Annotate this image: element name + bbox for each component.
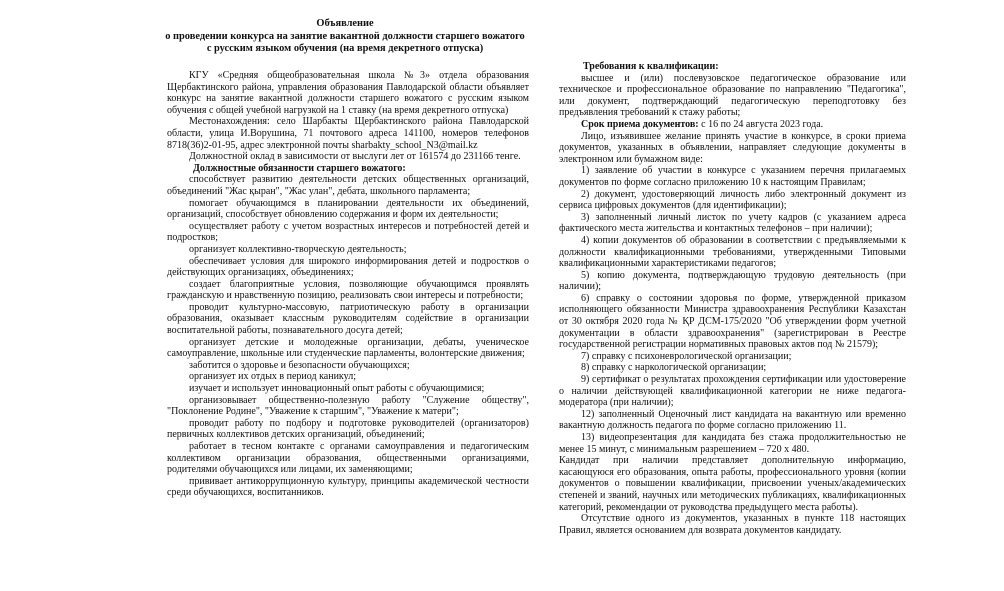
duty-item: помогает обучающимся в планировании деятельности их объединений, организаций, способствует обновлению содержания и форм их деятельности; — [167, 197, 529, 221]
duty-item: работает в тесном контакте с органами самоуправления и педагогическим коллективом организации образования, общественными организациями, родителями обучающихся или лицами, их заменяющими; — [167, 441, 529, 476]
duty-item: проводит работу по подбору и подготовке руководителей (организаторов) первичных коллективов детских организаций, объединений; — [167, 417, 529, 441]
deadline-label: Срок приема документов: — [581, 118, 699, 130]
location-paragraph: Местонахождения: село Шарбакты Щербактинского района Павлодарской области, улица И.Ворушина, 71 почтового адреса 141100, номеров телефонов 8718(36)2-01-95, адрес электронной почты sharbakty_school_N3@mail.kz — [167, 116, 529, 151]
document-item: 12) заполненный Оценочный лист кандидата на вакантную или временно вакантную должность педагога по форме согласно приложению 11. — [559, 408, 906, 432]
left-column — [167, 70, 529, 499]
document-item: 7) справку с психоневрологической организации; — [581, 350, 792, 362]
document-item: 9) сертификат о результатах прохождения сертификации или удостоверение о наличии действующей квалификационной категории не ниже педагога-модератора (при наличии); — [559, 374, 906, 409]
requirements-text: высшее и (или) послевузовское педагогическое образование или техническое и профессиональное образование по направлению "Педагогика", или документ, подтверждающий педагогическую переподготовку без предъявления требований к стажу работы; — [559, 72, 906, 119]
duty-item: организует коллективно-творческую деятельность; — [189, 243, 407, 255]
duty-item: организует их отдых в период каникул; — [189, 371, 356, 383]
requirements-heading: Требования к квалификации: — [583, 61, 719, 72]
title-line-3: с русским языком обучения (на время декретного отпуска) — [206, 43, 484, 54]
duty-item: создает благоприятные условия, позволяющие обучающимся проявлять гражданскую и нравственную позицию, реализовать свои интересы и потребности; — [167, 278, 529, 302]
duty-item: способствует развитию деятельности детских общественных организаций, объединений "Жас қыран", "Жас улан", дебата, школьного парламента; — [167, 174, 529, 197]
duty-item: организовывает общественно-полезную работу "Служение обществу", "Поклонение Родине", "Уважение к старшим", "Уважение к матери"; — [167, 394, 529, 418]
duties-heading: Должностные обязанности старшего вожатого: — [193, 162, 406, 174]
document-title — [160, 18, 530, 56]
document-item: 1) заявление об участии в конкурсе с указанием перечня прилагаемых документов по форме согласно приложению 10 к настоящим Правилам; — [559, 165, 906, 188]
title-line-2: о проведении конкурса на занятие вакантной должности старшего вожатого — [165, 30, 525, 42]
duty-item: заботится о здоровье и безопасности обучающихся; — [189, 359, 410, 371]
documents-intro: Лицо, изъявившее желание принять участие в конкурсе, в сроки приема документов, указанных в объявлении, направляет следующие документы в электронном или бумажном виде: — [559, 130, 906, 165]
absence-note: Отсутствие одного из документов, указанных в пункте 118 настоящих Правил, является основанием для возврата документов кандидату. — [559, 513, 906, 536]
duty-item: прививает антикоррупционную культуру, принципы академической честности среди обучающихся, воспитанников. — [167, 475, 529, 499]
document-item: 5) копию документа, подтверждающую трудовую деятельность (при наличии); — [559, 269, 906, 293]
document-item: 2) документ, удостоверяющий личность либо электронный документ из сервиса цифровых документов (для идентификации); — [559, 188, 906, 212]
title-line-1: Объявление — [316, 18, 374, 29]
duty-item: организует детские и молодежные организации, дебаты, ученическое самоуправление, школьные или студенческие парламенты, волонтерские движения; — [167, 336, 529, 360]
salary-paragraph: Должностной оклад в зависимости от выслуги лет от 161574 до 231166 тенге. — [189, 151, 521, 163]
duty-item: изучает и использует инновационный опыт работы с обучающимися; — [189, 383, 485, 395]
deadline-paragraph — [559, 119, 906, 131]
deadline-value: с 16 по 24 августа 2023 года. — [698, 118, 824, 130]
document-item: 8) справку с наркологической организации; — [581, 362, 767, 374]
document-item: 4) копии документов об образовании в соответствии с предъявляемыми к должности квалификационными требованиями, утвержденными Типовыми квалификационными характеристиками педагогов; — [559, 234, 906, 270]
duty-item: проводит культурно-массовую, патриотическую работу в организации образования, оказывает классным руководителям содействие в организации воспитательной работы, познавательного досуга детей; — [167, 301, 529, 337]
duty-item: осуществляет работу с учетом возрастных интересов и потребностей детей и подростков; — [167, 220, 529, 244]
intro-paragraph: КГУ «Средняя общеобразовательная школа №3» отдела образования Щербактинского района, управления образования Павлодарской области объявляет конкурс на занятие вакантной должности старшего вожатого с русским языком обучения с общей учебной нагрузкой на 1 ставку (на время декретного отпуска) — [167, 70, 529, 116]
duty-item: обеспечивает условия для широкого информирования детей и подростков о действующих организациях, объединениях; — [167, 255, 529, 279]
document-item: 6) справку о состоянии здоровья по форме, утвержденной приказом исполняющего обязанности Министра здравоохранения Республики Казахстан от 30 октября 2020 года № ҚР ДСМ-175/2020 "Об утверждении форм учетной документации в области здравоохранения" (зарегистрирован в Реестре государственной регистрации нормативных правовых актов под № 21579); — [559, 292, 906, 351]
candidate-note: Кандидат при наличии представляет дополнительную информацию, касающуюся его образования, опыта работы, профессионального уровня (копии документов о повышении квалификации, присвоении ученых/академических степеней и званий, научных или методических публикациях, квалификационных категорий, рекомендации от руководства предыдущего места работы). — [559, 455, 906, 513]
document-item: 13) видеопрезентация для кандидата без стажа продолжительностью не менее 15 минут, с минимальным разрешением – 720 x 480. — [559, 432, 906, 455]
document-item: 3) заполненный личный листок по учету кадров (с указанием адреса фактического места жительства и контактных телефонов – при наличии); — [559, 211, 906, 235]
right-column — [559, 61, 906, 536]
